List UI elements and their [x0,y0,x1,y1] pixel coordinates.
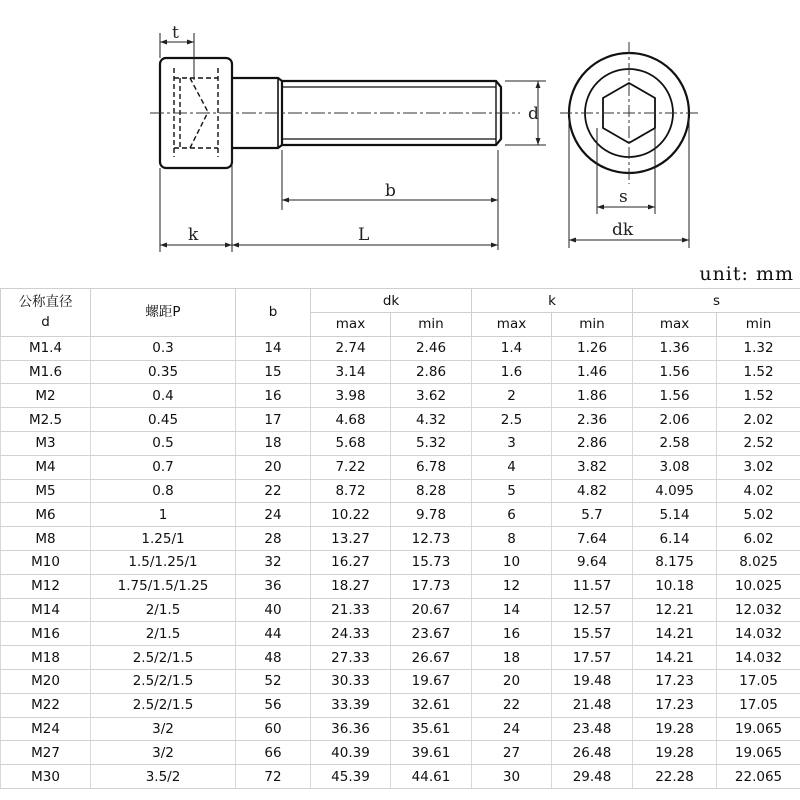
cell-dk-max: 3.98 [311,384,391,408]
cell-s-max: 1.56 [633,384,717,408]
cell-size: M3 [1,431,91,455]
cell-dk-min: 6.78 [391,455,472,479]
cell-s-max: 17.23 [633,693,717,717]
table-row [1,479,800,503]
cell-s-max: 8.175 [633,550,717,574]
cell-k-max: 4 [472,455,552,479]
cell-s-max: 3.08 [633,455,717,479]
cell-k-max: 30 [472,765,552,789]
cell-pitch: 1.25/1 [91,527,236,551]
cell-dk-min: 3.62 [391,384,472,408]
cell-pitch: 1.5/1.25/1 [91,550,236,574]
cell-k-max: 1.4 [472,336,552,360]
cell-k-min: 1.46 [552,360,633,384]
cell-k-max: 20 [472,669,552,693]
cell-size: M8 [1,527,91,551]
cell-dk-min: 44.61 [391,765,472,789]
cell-b: 28 [236,527,311,551]
cell-size: M20 [1,669,91,693]
cell-dk-max: 16.27 [311,550,391,574]
cell-s-min: 8.025 [717,550,800,574]
cell-k-min: 23.48 [552,717,633,741]
cell-k-min: 21.48 [552,693,633,717]
cell-dk-min: 15.73 [391,550,472,574]
header-dk-max: max [311,313,391,337]
cell-s-max: 4.095 [633,479,717,503]
table-row [1,384,800,408]
cell-size: M30 [1,765,91,789]
cell-dk-max: 13.27 [311,527,391,551]
table-row [1,741,800,765]
cell-k-min: 17.57 [552,646,633,670]
screw-head-end-view [560,42,698,184]
cell-s-min: 10.025 [717,574,800,598]
cell-k-min: 26.48 [552,741,633,765]
cell-k-max: 8 [472,527,552,551]
unit-label: unit: mm [699,263,794,285]
cell-pitch: 0.35 [91,360,236,384]
cell-s-min: 1.52 [717,384,800,408]
cell-pitch: 3/2 [91,717,236,741]
cell-k-max: 18 [472,646,552,670]
table-row [1,527,800,551]
label-k: k [188,225,199,245]
dimension-d [505,81,546,145]
spec-table [0,288,800,789]
cell-pitch: 2/1.5 [91,598,236,622]
cell-pitch: 0.5 [91,431,236,455]
cell-k-min: 19.48 [552,669,633,693]
cell-dk-min: 39.61 [391,741,472,765]
cell-dk-max: 7.22 [311,455,391,479]
spec-table-body [1,336,800,788]
cell-s-max: 1.36 [633,336,717,360]
cell-k-max: 27 [472,741,552,765]
cell-pitch: 1 [91,503,236,527]
cell-s-max: 12.21 [633,598,717,622]
cell-pitch: 2.5/2/1.5 [91,669,236,693]
cell-dk-min: 2.86 [391,360,472,384]
cell-dk-max: 24.33 [311,622,391,646]
cell-b: 36 [236,574,311,598]
table-row [1,574,800,598]
cell-size: M18 [1,646,91,670]
cell-b: 14 [236,336,311,360]
table-row [1,717,800,741]
cell-size: M24 [1,717,91,741]
cell-size: M4 [1,455,91,479]
cell-k-min: 5.7 [552,503,633,527]
cell-s-max: 10.18 [633,574,717,598]
cell-k-min: 2.36 [552,408,633,432]
header-nominal-diameter [1,289,91,337]
cell-s-min: 12.032 [717,598,800,622]
cell-s-min: 1.52 [717,360,800,384]
cell-s-max: 19.28 [633,717,717,741]
header-dk: dk [311,289,472,313]
header-s-max: max [633,313,717,337]
cell-b: 32 [236,550,311,574]
cell-k-min: 15.57 [552,622,633,646]
cell-b: 60 [236,717,311,741]
cell-k-max: 14 [472,598,552,622]
label-L: L [358,225,370,245]
cell-pitch: 0.7 [91,455,236,479]
cell-s-max: 14.21 [633,622,717,646]
cell-s-min: 14.032 [717,646,800,670]
cell-dk-max: 2.74 [311,336,391,360]
cell-s-max: 22.28 [633,765,717,789]
cell-b: 17 [236,408,311,432]
label-d: d [528,104,539,124]
cell-dk-min: 19.67 [391,669,472,693]
cell-dk-max: 33.39 [311,693,391,717]
cell-s-min: 14.032 [717,622,800,646]
cell-size: M16 [1,622,91,646]
cell-dk-max: 45.39 [311,765,391,789]
header-pitch: 螺距P [91,289,236,337]
cell-size: M1.6 [1,360,91,384]
cell-dk-max: 27.33 [311,646,391,670]
cell-b: 56 [236,693,311,717]
header-s-min: min [717,313,800,337]
cell-k-max: 1.6 [472,360,552,384]
cell-pitch: 2.5/2/1.5 [91,693,236,717]
cell-b: 72 [236,765,311,789]
cell-dk-min: 9.78 [391,503,472,527]
cell-k-max: 2 [472,384,552,408]
table-row [1,550,800,574]
table-row [1,360,800,384]
cell-k-max: 10 [472,550,552,574]
cell-s-min: 17.05 [717,693,800,717]
label-t: t [172,23,179,43]
cell-s-max: 17.23 [633,669,717,693]
header-k-min: min [552,313,633,337]
cell-dk-min: 35.61 [391,717,472,741]
cell-dk-max: 21.33 [311,598,391,622]
table-row [1,693,800,717]
table-row [1,598,800,622]
header-dk-min: min [391,313,472,337]
cell-s-min: 2.02 [717,408,800,432]
cell-pitch: 3.5/2 [91,765,236,789]
cell-s-min: 17.05 [717,669,800,693]
cell-k-max: 12 [472,574,552,598]
table-row [1,669,800,693]
cell-s-min: 5.02 [717,503,800,527]
label-s: s [619,187,628,207]
cell-b: 24 [236,503,311,527]
cell-k-max: 24 [472,717,552,741]
cell-pitch: 1.75/1.5/1.25 [91,574,236,598]
cell-s-min: 19.065 [717,741,800,765]
table-row [1,408,800,432]
cell-b: 15 [236,360,311,384]
cell-k-min: 7.64 [552,527,633,551]
cell-b: 66 [236,741,311,765]
cell-dk-max: 30.33 [311,669,391,693]
screw-technical-drawing [0,0,800,262]
header-b: b [236,289,311,337]
cell-pitch: 0.4 [91,384,236,408]
cell-b: 20 [236,455,311,479]
cell-s-min: 3.02 [717,455,800,479]
cell-size: M2 [1,384,91,408]
cell-s-max: 2.58 [633,431,717,455]
cell-k-max: 5 [472,479,552,503]
header-k-max: max [472,313,552,337]
cell-dk-min: 26.67 [391,646,472,670]
cell-s-min: 6.02 [717,527,800,551]
label-b: b [385,181,396,201]
cell-s-max: 5.14 [633,503,717,527]
cell-b: 48 [236,646,311,670]
cell-k-max: 22 [472,693,552,717]
cell-k-max: 3 [472,431,552,455]
cell-pitch: 0.45 [91,408,236,432]
cell-k-min: 2.86 [552,431,633,455]
cell-size: M5 [1,479,91,503]
cell-dk-max: 36.36 [311,717,391,741]
table-row [1,431,800,455]
cell-s-max: 6.14 [633,527,717,551]
cell-size: M22 [1,693,91,717]
cell-k-min: 1.26 [552,336,633,360]
cell-size: M14 [1,598,91,622]
cell-dk-max: 18.27 [311,574,391,598]
table-row [1,503,800,527]
label-dk: dk [612,220,634,240]
cell-dk-min: 32.61 [391,693,472,717]
cell-k-min: 1.86 [552,384,633,408]
cell-b: 18 [236,431,311,455]
cell-dk-max: 40.39 [311,741,391,765]
dimension-k-L [160,150,498,252]
cell-size: M1.4 [1,336,91,360]
cell-b: 52 [236,669,311,693]
cell-dk-min: 8.28 [391,479,472,503]
cell-s-max: 1.56 [633,360,717,384]
cell-pitch: 0.3 [91,336,236,360]
cell-dk-min: 20.67 [391,598,472,622]
cell-dk-min: 17.73 [391,574,472,598]
header-k: k [472,289,633,313]
cell-s-max: 19.28 [633,741,717,765]
cell-k-max: 6 [472,503,552,527]
cell-dk-min: 2.46 [391,336,472,360]
cell-s-min: 19.065 [717,717,800,741]
cell-k-min: 12.57 [552,598,633,622]
cell-dk-max: 3.14 [311,360,391,384]
table-row [1,336,800,360]
cell-dk-max: 10.22 [311,503,391,527]
header-nominal-diameter-cn: 公称直径 [18,294,73,311]
cell-s-min: 1.32 [717,336,800,360]
cell-dk-min: 12.73 [391,527,472,551]
cell-s-min: 2.52 [717,431,800,455]
cell-k-max: 16 [472,622,552,646]
cell-s-max: 14.21 [633,646,717,670]
cell-size: M6 [1,503,91,527]
cell-s-max: 2.06 [633,408,717,432]
cell-k-min: 4.82 [552,479,633,503]
cell-b: 22 [236,479,311,503]
table-row [1,765,800,789]
cell-dk-max: 4.68 [311,408,391,432]
table-row [1,646,800,670]
cell-pitch: 0.8 [91,479,236,503]
cell-k-min: 9.64 [552,550,633,574]
table-row [1,455,800,479]
cell-dk-min: 5.32 [391,431,472,455]
table-row [1,622,800,646]
cell-dk-min: 4.32 [391,408,472,432]
cell-pitch: 2/1.5 [91,622,236,646]
cell-dk-max: 5.68 [311,431,391,455]
header-s: s [633,289,800,313]
cell-k-min: 29.48 [552,765,633,789]
cell-size: M27 [1,741,91,765]
cell-b: 44 [236,622,311,646]
cell-dk-min: 23.67 [391,622,472,646]
cell-pitch: 2.5/2/1.5 [91,646,236,670]
cell-pitch: 3/2 [91,741,236,765]
cell-size: M10 [1,550,91,574]
header-nominal-diameter-d: d [41,314,50,331]
cell-dk-max: 8.72 [311,479,391,503]
cell-k-max: 2.5 [472,408,552,432]
cell-size: M2.5 [1,408,91,432]
cell-b: 16 [236,384,311,408]
cell-size: M12 [1,574,91,598]
cell-k-min: 11.57 [552,574,633,598]
cell-s-min: 22.065 [717,765,800,789]
cell-s-min: 4.02 [717,479,800,503]
cell-k-min: 3.82 [552,455,633,479]
cell-b: 40 [236,598,311,622]
